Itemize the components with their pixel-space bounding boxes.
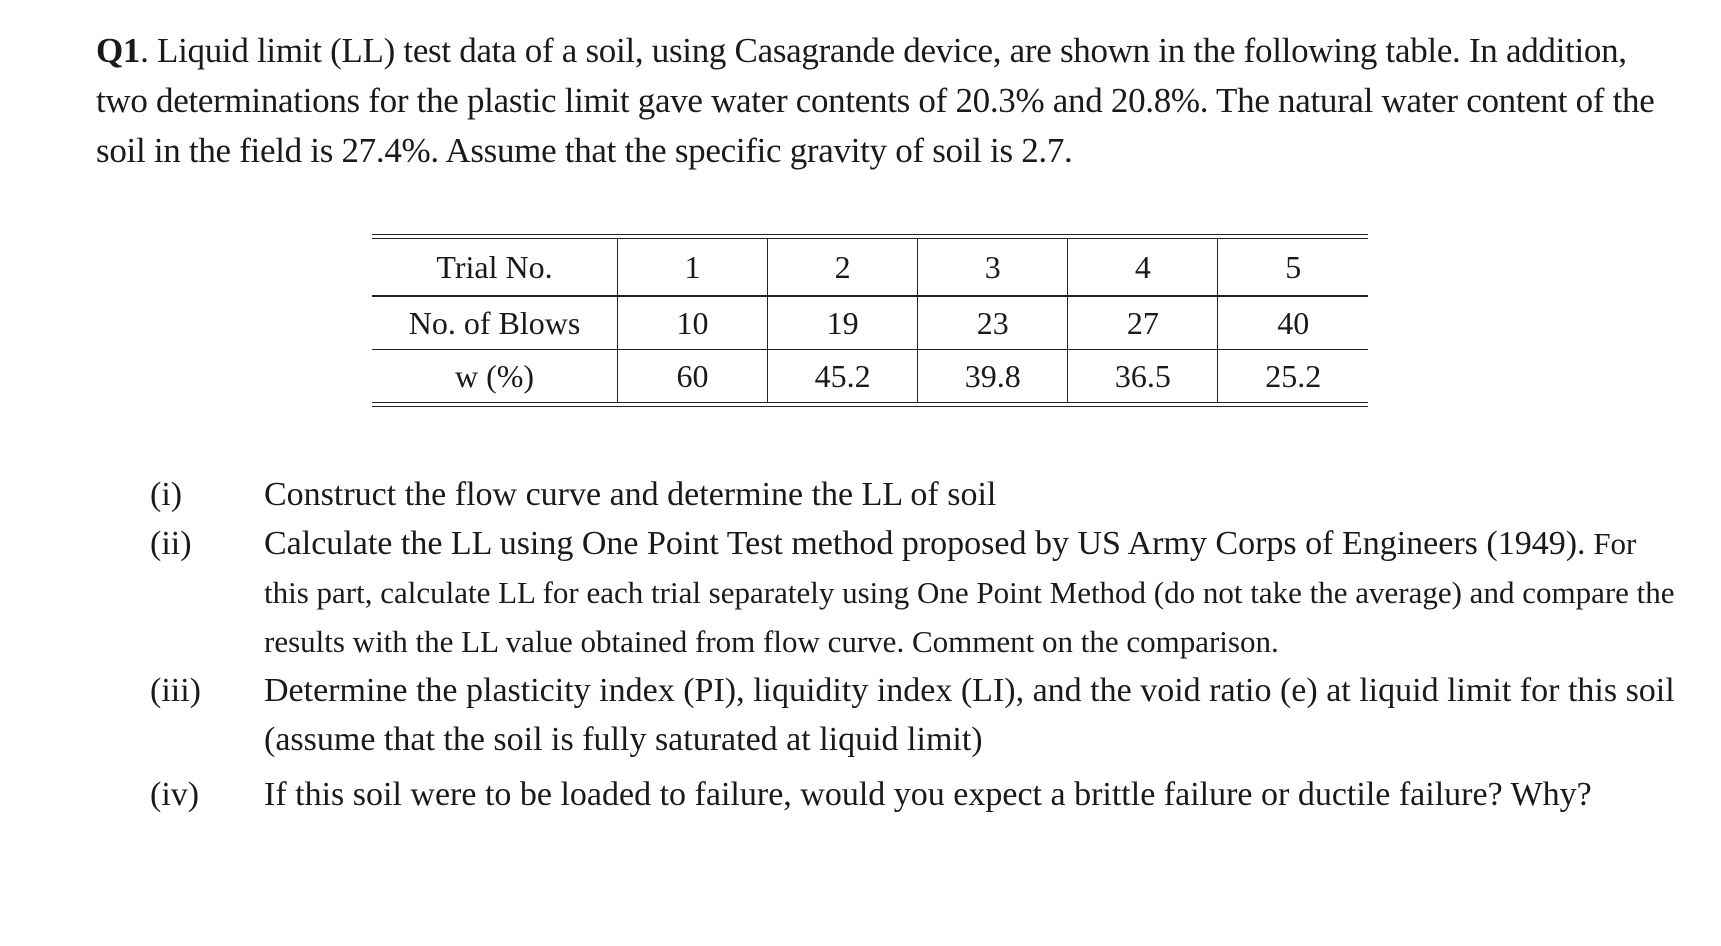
- part-ii: [150, 519, 1680, 666]
- table-cell: 1: [618, 239, 768, 296]
- table-cell: 23: [918, 296, 1068, 350]
- table-cell: 4: [1068, 239, 1218, 296]
- question-parts: [150, 470, 1680, 819]
- data-table: [372, 239, 1368, 402]
- table-cell: 36.5: [1068, 350, 1218, 403]
- table-row-trial: [372, 239, 1368, 296]
- table-cell: 40: [1218, 296, 1368, 350]
- question-number: Q1: [96, 31, 141, 70]
- table-row-water-content: [372, 350, 1368, 403]
- part-text-main: Determine the plasticity index (PI), liquidity index (LI), and the void ratio (e) at liquid limit for this soil (assume that the soil is fully saturated at liquid limit): [264, 672, 1675, 758]
- part-text: [264, 666, 1680, 764]
- part-number: (i): [150, 476, 183, 513]
- part-number: (iv): [150, 776, 200, 813]
- part-text-main: Calculate the LL using One Point Test method proposed by US Army Corps of Engineers (1949).: [264, 525, 1586, 562]
- row-label: w (%): [372, 350, 618, 403]
- question-intro: [96, 26, 1676, 176]
- table-cell: 45.2: [768, 350, 918, 403]
- part-text: [264, 519, 1680, 666]
- row-label: Trial No.: [372, 239, 618, 296]
- table-cell: 19: [768, 296, 918, 350]
- part-text: [264, 470, 1680, 519]
- part-number: (ii): [150, 525, 192, 562]
- part-text-main: If this soil were to be loaded to failure, would you expect a brittle failure or ductile failure? Why?: [264, 776, 1592, 813]
- table-cell: 2: [768, 239, 918, 296]
- table-cell: 39.8: [918, 350, 1068, 403]
- table-cell: 25.2: [1265, 357, 1322, 394]
- part-number: (iii): [150, 672, 201, 709]
- liquid-limit-table: [372, 234, 1368, 407]
- part-text: [264, 770, 1680, 819]
- part-iv: [150, 770, 1680, 819]
- table-cell: 3: [918, 239, 1068, 296]
- table-row-blows: [372, 296, 1368, 350]
- row-label: No. of Blows: [372, 296, 618, 350]
- question-text: . Liquid limit (LL) test data of a soil, using Casagrande device, are shown in the following table. In addition, two determinations for the plastic limit gave water contents of 20.3% and 20.8%. The natural water content of the soil in the field is 27.4%. Assume that the specific gravity of soil is 2.7.: [96, 31, 1655, 170]
- part-i: [150, 470, 1680, 519]
- table-cell: 5: [1218, 239, 1368, 296]
- part-text-small: For this part, calculate LL for each trial separately using One Point Method (do not take the average) and compare the results with the LL value obtained from flow curve. Comment on the comparison.: [264, 526, 1675, 659]
- part-text-main: Construct the flow curve and determine the LL of soil: [264, 476, 997, 513]
- part-iii: [150, 666, 1680, 764]
- table-cell: 10: [618, 296, 768, 350]
- table-bottom-rule: [372, 402, 1368, 407]
- table-cell: 27: [1068, 296, 1218, 350]
- table-cell: 60: [618, 350, 768, 403]
